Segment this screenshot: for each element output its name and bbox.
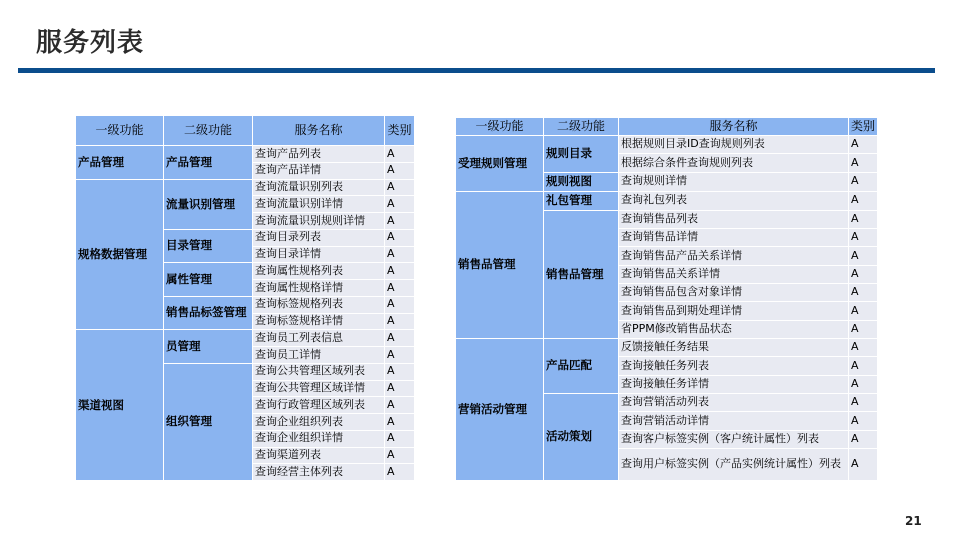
service-name-cell: 查询产品详情 [253, 162, 385, 179]
category-cell: A [385, 246, 415, 263]
category-cell: A [849, 154, 878, 172]
level2-cell: 组织管理 [164, 363, 253, 480]
service-name-cell: 根据规则目录ID查询规则列表 [619, 136, 849, 154]
service-name-cell: 查询客户标签实例（客户统计属性）列表 [619, 430, 849, 448]
page-number: 21 [905, 514, 922, 528]
level2-cell: 销售品标签管理 [164, 296, 253, 330]
category-cell: A [849, 136, 878, 154]
level2-cell: 活动策划 [544, 393, 619, 480]
service-name-cell: 查询流量识别规则详情 [253, 213, 385, 230]
service-name-cell: 查询属性规格详情 [253, 280, 385, 297]
service-name-cell: 查询流量识别列表 [253, 179, 385, 196]
category-cell: A [385, 363, 415, 380]
category-cell: A [849, 449, 878, 481]
category-cell: A [849, 265, 878, 283]
category-cell: A [385, 179, 415, 196]
category-cell: A [385, 447, 415, 464]
category-cell: A [849, 284, 878, 302]
service-name-cell: 查询企业组织详情 [253, 430, 385, 447]
category-cell: A [385, 263, 415, 280]
service-name-cell: 查询销售品关系详情 [619, 265, 849, 283]
level2-cell: 员管理 [164, 330, 253, 364]
category-cell: A [849, 210, 878, 228]
category-cell: A [849, 302, 878, 320]
service-name-cell: 查询营销活动列表 [619, 393, 849, 411]
service-name-cell: 查询行政管理区域列表 [253, 397, 385, 414]
category-cell: A [385, 229, 415, 246]
service-name-cell: 查询公共管理区域详情 [253, 380, 385, 397]
service-name-cell: 查询员工列表信息 [253, 330, 385, 347]
category-cell: A [849, 393, 878, 411]
level2-cell: 规则视图 [544, 172, 619, 191]
page-title: 服务列表 [36, 28, 145, 58]
header-level2: 二级功能 [164, 116, 253, 146]
category-cell: A [849, 375, 878, 393]
service-name-cell: 查询用户标签实例（产品实例统计属性）列表 [619, 449, 849, 481]
category-cell: A [849, 191, 878, 210]
service-name-cell: 查询接触任务详情 [619, 375, 849, 393]
service-name-cell: 查询产品列表 [253, 146, 385, 163]
service-name-cell: 查询销售品到期处理详情 [619, 302, 849, 320]
service-name-cell: 查询流量识别详情 [253, 196, 385, 213]
category-cell: A [849, 430, 878, 448]
header-service-name: 服务名称 [619, 118, 849, 136]
level2-cell: 目录管理 [164, 229, 253, 263]
category-cell: A [385, 213, 415, 230]
service-name-cell: 查询目录列表 [253, 229, 385, 246]
service-name-cell: 查询企业组织列表 [253, 414, 385, 431]
service-name-cell: 查询销售品产品关系详情 [619, 247, 849, 265]
category-cell: A [385, 414, 415, 431]
level2-cell: 属性管理 [164, 263, 253, 297]
category-cell: A [385, 162, 415, 179]
category-cell: A [849, 320, 878, 338]
service-name-cell: 查询标签规格详情 [253, 313, 385, 330]
category-cell: A [849, 339, 878, 357]
category-cell: A [849, 412, 878, 430]
level2-cell: 规则目录 [544, 136, 619, 173]
service-name-cell: 查询渠道列表 [253, 447, 385, 464]
category-cell: A [849, 172, 878, 191]
category-cell: A [385, 380, 415, 397]
category-cell: A [385, 464, 415, 481]
service-name-cell: 查询公共管理区域列表 [253, 363, 385, 380]
level1-cell: 受理规则管理 [456, 136, 544, 192]
service-name-cell: 查询属性规格列表 [253, 263, 385, 280]
service-name-cell: 根据综合条件查询规则列表 [619, 154, 849, 172]
level2-cell: 流量识别管理 [164, 179, 253, 229]
level1-cell: 营销活动管理 [456, 339, 544, 481]
service-name-cell: 查询礼包列表 [619, 191, 849, 210]
level2-cell: 产品匹配 [544, 339, 619, 394]
service-name-cell: 查询标签规格列表 [253, 296, 385, 313]
category-cell: A [385, 196, 415, 213]
header-category: 类别 [849, 118, 878, 136]
service-name-cell: 反馈接触任务结果 [619, 339, 849, 357]
category-cell: A [385, 330, 415, 347]
category-cell: A [385, 313, 415, 330]
level2-cell: 销售品管理 [544, 210, 619, 338]
header-category: 类别 [385, 116, 415, 146]
title-divider [18, 68, 935, 73]
service-table-right [455, 117, 878, 481]
service-name-cell: 查询规则详情 [619, 172, 849, 191]
service-name-cell: 查询销售品包含对象详情 [619, 284, 849, 302]
header-level1: 一级功能 [76, 116, 164, 146]
category-cell: A [385, 430, 415, 447]
service-name-cell: 查询员工详情 [253, 347, 385, 364]
service-name-cell: 查询接触任务列表 [619, 357, 849, 375]
level1-cell: 规格数据管理 [76, 179, 164, 330]
category-cell: A [385, 146, 415, 163]
category-cell: A [385, 280, 415, 297]
category-cell: A [849, 247, 878, 265]
category-cell: A [385, 347, 415, 364]
category-cell: A [849, 357, 878, 375]
category-cell: A [385, 397, 415, 414]
level2-cell: 礼包管理 [544, 191, 619, 210]
service-name-cell: 查询经营主体列表 [253, 464, 385, 481]
level1-cell: 销售品管理 [456, 191, 544, 338]
level1-cell: 渠道视图 [76, 330, 164, 481]
category-cell: A [849, 229, 878, 247]
level2-cell: 产品管理 [164, 146, 253, 180]
header-level1: 一级功能 [456, 118, 544, 136]
service-name-cell: 查询目录详情 [253, 246, 385, 263]
service-table-left [75, 115, 415, 481]
header-level2: 二级功能 [544, 118, 619, 136]
category-cell: A [385, 296, 415, 313]
level1-cell: 产品管理 [76, 146, 164, 180]
service-name-cell: 省PPM修改销售品状态 [619, 320, 849, 338]
service-name-cell: 查询营销活动详情 [619, 412, 849, 430]
header-service-name: 服务名称 [253, 116, 385, 146]
service-name-cell: 查询销售品详情 [619, 229, 849, 247]
service-name-cell: 查询销售品列表 [619, 210, 849, 228]
